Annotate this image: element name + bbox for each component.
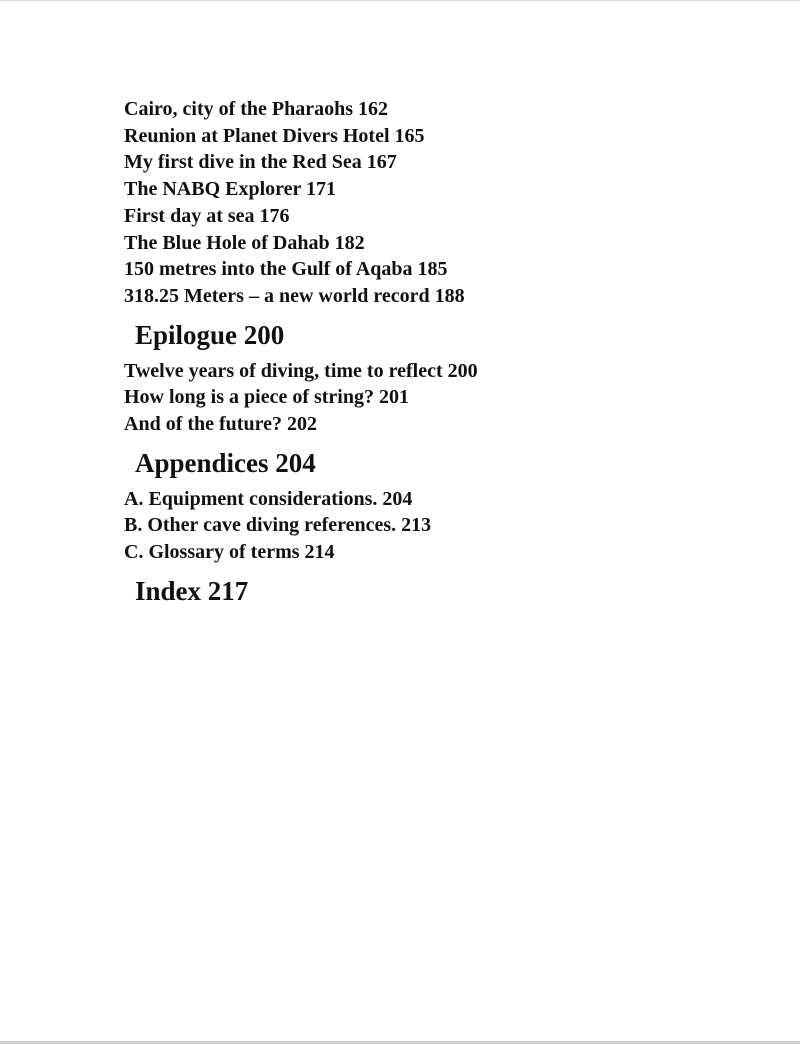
page-top-edge	[0, 0, 800, 1]
toc-entry: Reunion at Planet Divers Hotel 165	[124, 124, 425, 147]
toc-entry: First day at sea 176	[124, 204, 290, 227]
toc-entry: 318.25 Meters – a new world record 188	[124, 284, 465, 307]
toc-section-appendices	[124, 486, 764, 566]
toc-entry: A. Equipment considerations. 204	[124, 487, 413, 510]
toc-entry: 150 metres into the Gulf of Aqaba 185	[124, 258, 448, 281]
toc-entry: The Blue Hole of Dahab 182	[124, 231, 365, 254]
toc-chapter-index: Index 217	[135, 575, 249, 606]
toc-entry: And of the future? 202	[124, 413, 317, 436]
toc-section-epilogue	[124, 358, 764, 438]
toc-chapter-epilogue: Epilogue 200	[135, 319, 285, 350]
toc-section-red-sea	[124, 96, 764, 310]
toc-entry: Twelve years of diving, time to reflect 200	[124, 359, 478, 382]
toc-entry: The NABQ Explorer 171	[124, 178, 337, 201]
toc-chapter-appendices: Appendices 204	[135, 447, 316, 478]
toc-entry: How long is a piece of string? 201	[124, 386, 409, 409]
page-bottom-edge	[0, 1041, 800, 1044]
table-of-contents	[124, 96, 764, 614]
toc-entry: C. Glossary of terms 214	[124, 541, 335, 564]
toc-entry: B. Other cave diving references. 213	[124, 514, 432, 537]
toc-entry: Cairo, city of the Pharaohs 162	[124, 98, 389, 120]
toc-entry: My first dive in the Red Sea 167	[124, 151, 397, 174]
